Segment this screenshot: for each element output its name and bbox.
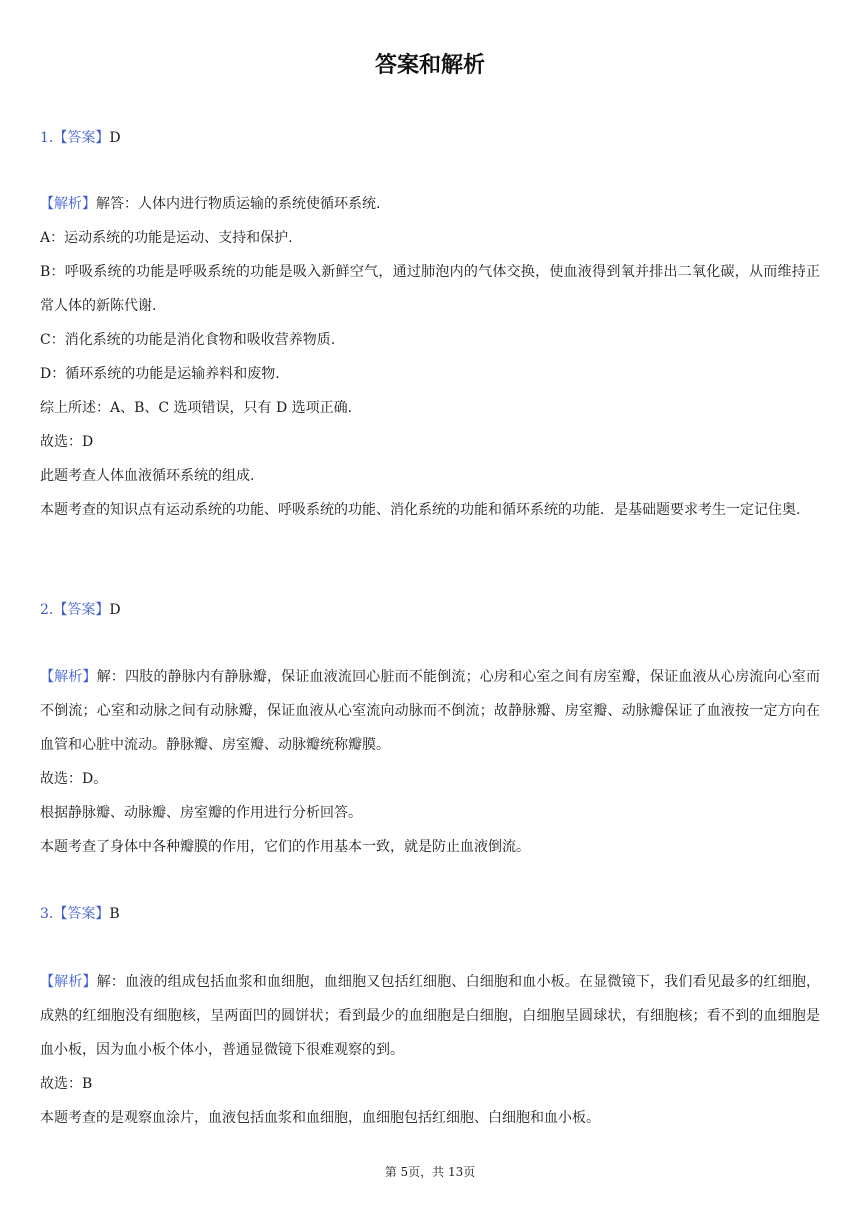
question-1 <box>40 128 820 148</box>
question-2 <box>40 600 820 620</box>
analysis-text: D：循环系统的功能是运输养料和废物. <box>40 366 280 382</box>
answer-value: D <box>109 602 121 618</box>
question-3 <box>40 904 820 924</box>
analysis-text: 本题考查的是观察血涂片，血液包括血浆和血细胞，血细胞包括红细胞、白细胞和血小板。 <box>40 1110 600 1126</box>
analysis-tag: 【解析】 <box>40 196 96 212</box>
question-number: 3. <box>40 906 54 922</box>
question-number: 2. <box>40 602 54 618</box>
answer-line <box>40 904 820 924</box>
analysis-text: 解：四肢的静脉内有静脉瓣，保证血液流回心脏而不能倒流；心房和心室之间有房室瓣，保证血液从心房流向心室而不倒流；心室和动脉之间有动脉瓣，保证血液从心室流向动脉而不倒流；故静脉瓣、房室瓣、动脉瓣保证了血液按一定方向在血管和心脏中流动。静脉瓣、房室瓣、动脉瓣统称瓣膜。 <box>40 669 821 753</box>
analysis-text: 本题考查的知识点有运动系统的功能、呼吸系统的功能、消化系统的功能和循环系统的功能．是基础题要求考生一定记住奥. <box>40 502 801 518</box>
answer-tag: 【答案】 <box>53 130 110 146</box>
analysis-1 <box>40 187 820 527</box>
analysis-text: 综上所述：A、B、C 选项错误，只有 D 选项正确. <box>40 400 353 416</box>
analysis-text: 解：血液的组成包括血浆和血细胞，血细胞又包括红细胞、白细胞和血小板。在显微镜下，我们看见最多的红细胞，成熟的红细胞没有细胞核，呈两面凹的圆饼状；看到最少的血细胞是白细胞，白细胞呈圆球状，有细胞核；看不到的血细胞是血小板，因为血小板个体小，普通显微镜下很难观察的到。 <box>40 974 821 1058</box>
analysis-text: 本题考查了身体中各种瓣膜的作用，它们的作用基本一致，就是防止血液倒流。 <box>40 839 530 855</box>
analysis-3 <box>40 965 820 1135</box>
analysis-text: 故选：B <box>40 1076 93 1092</box>
question-number: 1. <box>40 130 54 146</box>
analysis-text: C：消化系统的功能是消化食物和吸收营养物质. <box>40 332 336 348</box>
analysis-text: 解答：人体内进行物质运输的系统使循环系统. <box>96 196 381 212</box>
answer-line <box>40 128 820 148</box>
answer-value: B <box>109 906 120 922</box>
page-footer: 第 5页，共 13页 <box>384 1165 476 1179</box>
answer-tag: 【答案】 <box>53 906 110 922</box>
analysis-tag: 【解析】 <box>40 974 97 990</box>
analysis-text: 此题考查人体血液循环系统的组成. <box>40 468 255 484</box>
analysis-text: 根据静脉瓣、动脉瓣、房室瓣的作用进行分析回答。 <box>40 805 362 821</box>
answer-value: D <box>109 130 121 146</box>
analysis-tag: 【解析】 <box>40 669 97 685</box>
page-title: 答案和解析 <box>374 53 485 78</box>
analysis-text: B：呼吸系统的功能是呼吸系统的功能是吸入新鲜空气，通过肺泡内的气体交换，使血液得到氧并排出二氧化碳，从而维持正常人体的新陈代谢. <box>40 264 820 314</box>
answer-line <box>40 600 820 620</box>
analysis-text: 故选：D。 <box>40 771 108 787</box>
analysis-text: 故选：D <box>40 434 94 450</box>
analysis-2 <box>40 660 820 864</box>
answer-tag: 【答案】 <box>53 602 110 618</box>
analysis-text: A：运动系统的功能是运动、支持和保护. <box>40 230 293 246</box>
